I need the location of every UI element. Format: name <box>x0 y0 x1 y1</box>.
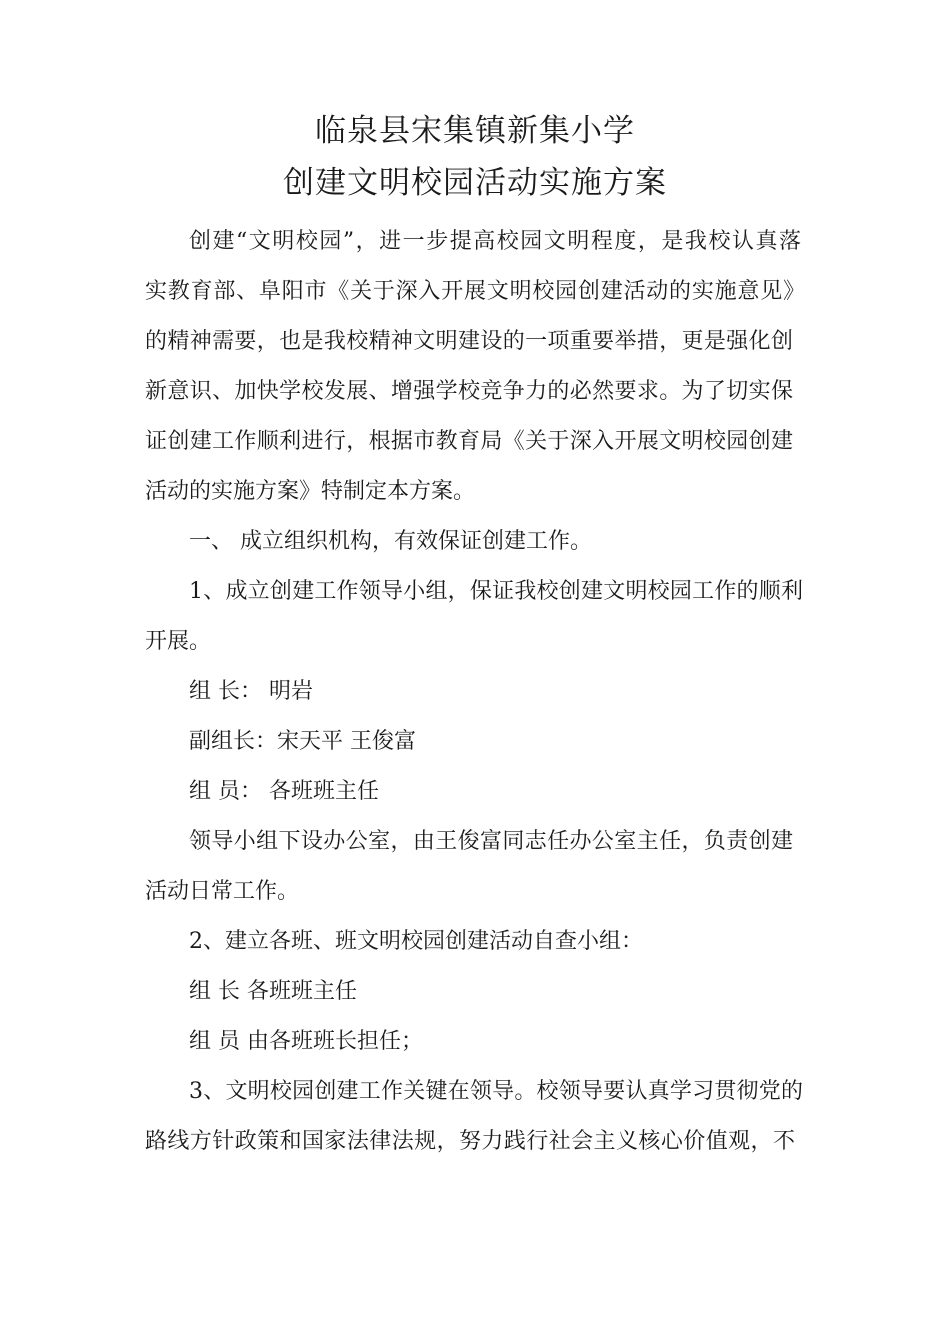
paragraph-line: 3、文明校园创建工作关键在领导。校领导要认真学习贯彻党的 <box>189 1079 803 1104</box>
team-leader-line: 组 长： 明岩 <box>189 679 313 704</box>
document-title-line-1: 临泉县宋集镇新集小学 <box>315 113 635 149</box>
paragraph-line: 创建“文明校园”，进一步提高校园文明程度，是我校认真落 <box>189 229 801 254</box>
team-members-line: 组 员 由各班班长担任； <box>189 1029 423 1054</box>
paragraph-line: 活动日常工作。 <box>145 879 300 904</box>
team-members-line: 组 员： 各班班主任 <box>189 779 379 804</box>
paragraph-line: 2、建立各班、班文明校园创建活动自查小组： <box>189 929 643 954</box>
paragraph-line: 的精神需要，也是我校精神文明建设的一项重要举措，更是强化创 <box>145 329 793 354</box>
paragraph-line: 活动的实施方案》特制定本方案。 <box>145 479 476 504</box>
paragraph-line: 新意识、加快学校发展、增强学校竞争力的必然要求。为了切实保 <box>145 379 793 404</box>
paragraph-line: 实教育部、阜阳市《关于深入开展文明校园创建活动的实施意见》 <box>145 279 805 304</box>
paragraph-line: 1、成立创建工作领导小组，保证我校创建文明校园工作的顺利 <box>189 579 803 604</box>
paragraph-line: 开展。 <box>145 629 212 654</box>
document-title-line-2: 创建文明校园活动实施方案 <box>283 165 667 201</box>
section-heading: 一、 成立组织机构，有效保证创建工作。 <box>189 529 592 554</box>
paragraph-line: 路线方针政策和国家法律法规，努力践行社会主义核心价值观，不 <box>145 1129 795 1154</box>
paragraph-line: 领导小组下设办公室，由王俊富同志任办公室主任，负责创建 <box>189 829 793 854</box>
team-leader-line: 组 长 各班班主任 <box>189 979 357 1004</box>
deputy-leader-line: 副组长：宋天平 王俊富 <box>189 729 416 754</box>
paragraph-line: 证创建工作顺利进行，根据市教育局《关于深入开展文明校园创建 <box>145 429 793 454</box>
